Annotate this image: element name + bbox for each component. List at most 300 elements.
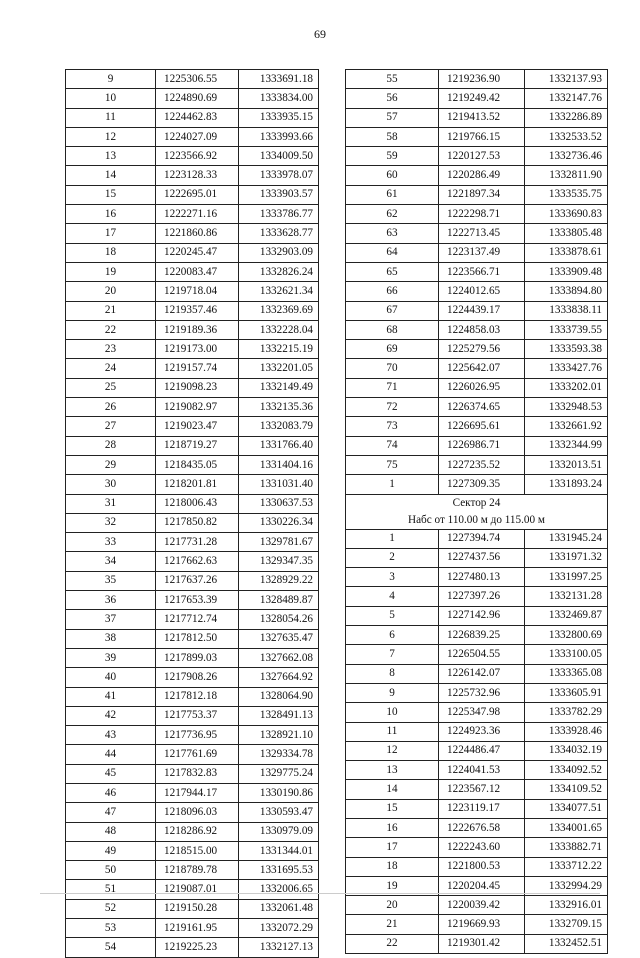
coordinates-table-left-body bbox=[66, 70, 319, 958]
y-coordinate-cell: 1330593.47 bbox=[239, 803, 319, 822]
x-coordinate-cell: 1227437.56 bbox=[439, 548, 525, 567]
y-coordinate-cell: 1332736.46 bbox=[525, 147, 608, 166]
table-row bbox=[66, 629, 319, 648]
point-number-cell: 11 bbox=[66, 108, 156, 127]
table-row bbox=[346, 683, 608, 702]
table-row bbox=[346, 838, 608, 857]
point-number-cell: 1 bbox=[346, 475, 439, 494]
x-coordinate-cell: 1219669.93 bbox=[439, 915, 525, 934]
point-number-cell: 67 bbox=[346, 301, 439, 320]
point-number-cell: 54 bbox=[66, 938, 156, 957]
y-coordinate-cell: 1328054.26 bbox=[239, 610, 319, 629]
point-number-cell: 19 bbox=[346, 876, 439, 895]
x-coordinate-cell: 1223137.49 bbox=[439, 243, 525, 262]
table-row bbox=[66, 108, 319, 127]
y-coordinate-cell: 1330226.34 bbox=[239, 513, 319, 532]
y-coordinate-cell: 1333605.91 bbox=[525, 683, 608, 702]
x-coordinate-cell: 1219173.00 bbox=[156, 340, 239, 359]
table-row bbox=[66, 610, 319, 629]
point-number-cell: 1 bbox=[346, 529, 439, 548]
y-coordinate-cell: 1332006.65 bbox=[239, 880, 319, 899]
point-number-cell: 29 bbox=[66, 455, 156, 474]
table-row bbox=[346, 664, 608, 683]
coordinates-table-right-body-sector bbox=[346, 529, 608, 954]
table-row bbox=[66, 398, 319, 417]
y-coordinate-cell: 1332135.36 bbox=[239, 398, 319, 417]
y-coordinate-cell: 1333838.11 bbox=[525, 301, 608, 320]
y-coordinate-cell: 1333628.77 bbox=[239, 224, 319, 243]
point-number-cell: 26 bbox=[66, 398, 156, 417]
x-coordinate-cell: 1217731.28 bbox=[156, 533, 239, 552]
x-coordinate-cell: 1226026.95 bbox=[439, 378, 525, 397]
y-coordinate-cell: 1332137.93 bbox=[525, 70, 608, 89]
x-coordinate-cell: 1223567.12 bbox=[439, 780, 525, 799]
table-row bbox=[66, 938, 319, 957]
table-row bbox=[66, 899, 319, 918]
y-coordinate-cell: 1332215.19 bbox=[239, 340, 319, 359]
x-coordinate-cell: 1217908.26 bbox=[156, 668, 239, 687]
table-row bbox=[346, 224, 608, 243]
table-row bbox=[66, 533, 319, 552]
point-number-cell: 30 bbox=[66, 475, 156, 494]
y-coordinate-cell: 1332469.87 bbox=[525, 606, 608, 625]
table-row bbox=[66, 591, 319, 610]
table-row bbox=[346, 799, 608, 818]
table-row bbox=[66, 822, 319, 841]
y-coordinate-cell: 1332811.90 bbox=[525, 166, 608, 185]
table-row bbox=[66, 803, 319, 822]
point-number-cell: 22 bbox=[66, 320, 156, 339]
table-row bbox=[346, 529, 608, 548]
table-row bbox=[346, 475, 608, 494]
y-coordinate-cell: 1331695.53 bbox=[239, 861, 319, 880]
point-number-cell: 45 bbox=[66, 764, 156, 783]
y-coordinate-cell: 1333202.01 bbox=[525, 378, 608, 397]
table-row bbox=[346, 378, 608, 397]
x-coordinate-cell: 1220039.42 bbox=[439, 896, 525, 915]
point-number-cell: 48 bbox=[66, 822, 156, 841]
point-number-cell: 20 bbox=[346, 896, 439, 915]
point-number-cell: 4 bbox=[346, 587, 439, 606]
point-number-cell: 24 bbox=[66, 359, 156, 378]
point-number-cell: 12 bbox=[66, 127, 156, 146]
y-coordinate-cell: 1333894.80 bbox=[525, 282, 608, 301]
table-row bbox=[346, 340, 608, 359]
x-coordinate-cell: 1222676.58 bbox=[439, 818, 525, 837]
point-number-cell: 65 bbox=[346, 262, 439, 281]
table-row bbox=[66, 185, 319, 204]
x-coordinate-cell: 1225306.55 bbox=[156, 70, 239, 89]
x-coordinate-cell: 1225279.56 bbox=[439, 340, 525, 359]
x-coordinate-cell: 1224462.83 bbox=[156, 108, 239, 127]
sector-header-group bbox=[346, 494, 608, 529]
x-coordinate-cell: 1224012.65 bbox=[439, 282, 525, 301]
y-coordinate-cell: 1333100.05 bbox=[525, 645, 608, 664]
x-coordinate-cell: 1227235.52 bbox=[439, 455, 525, 474]
x-coordinate-cell: 1219082.97 bbox=[156, 398, 239, 417]
table-row bbox=[346, 722, 608, 741]
y-coordinate-cell: 1333882.71 bbox=[525, 838, 608, 857]
y-coordinate-cell: 1332369.69 bbox=[239, 301, 319, 320]
point-number-cell: 25 bbox=[66, 378, 156, 397]
x-coordinate-cell: 1224858.03 bbox=[439, 320, 525, 339]
point-number-cell: 38 bbox=[66, 629, 156, 648]
x-coordinate-cell: 1217850.82 bbox=[156, 513, 239, 532]
table-row bbox=[346, 166, 608, 185]
y-coordinate-cell: 1331766.40 bbox=[239, 436, 319, 455]
y-coordinate-cell: 1333365.08 bbox=[525, 664, 608, 683]
point-number-cell: 10 bbox=[346, 703, 439, 722]
table-row bbox=[66, 320, 319, 339]
y-coordinate-cell: 1333782.29 bbox=[525, 703, 608, 722]
table-row bbox=[66, 880, 319, 899]
y-coordinate-cell: 1332083.79 bbox=[239, 417, 319, 436]
table-row bbox=[346, 108, 608, 127]
table-row bbox=[66, 282, 319, 301]
table-row bbox=[66, 262, 319, 281]
x-coordinate-cell: 1217753.37 bbox=[156, 706, 239, 725]
table-row bbox=[66, 726, 319, 745]
point-number-cell: 39 bbox=[66, 648, 156, 667]
table-row bbox=[346, 243, 608, 262]
x-coordinate-cell: 1223566.92 bbox=[156, 147, 239, 166]
point-number-cell: 69 bbox=[346, 340, 439, 359]
x-coordinate-cell: 1217812.50 bbox=[156, 629, 239, 648]
x-coordinate-cell: 1226142.07 bbox=[439, 664, 525, 683]
x-coordinate-cell: 1218286.92 bbox=[156, 822, 239, 841]
point-number-cell: 16 bbox=[346, 818, 439, 837]
table-row bbox=[66, 340, 319, 359]
table-row bbox=[66, 571, 319, 590]
table-row bbox=[66, 919, 319, 938]
table-row bbox=[346, 398, 608, 417]
point-number-cell: 15 bbox=[346, 799, 439, 818]
table-row bbox=[66, 648, 319, 667]
point-number-cell: 6 bbox=[346, 626, 439, 645]
point-number-cell: 18 bbox=[66, 243, 156, 262]
y-coordinate-cell: 1332286.89 bbox=[525, 108, 608, 127]
x-coordinate-cell: 1225642.07 bbox=[439, 359, 525, 378]
x-coordinate-cell: 1219161.95 bbox=[156, 919, 239, 938]
y-coordinate-cell: 1333909.48 bbox=[525, 262, 608, 281]
x-coordinate-cell: 1220204.45 bbox=[439, 876, 525, 895]
x-coordinate-cell: 1227394.74 bbox=[439, 529, 525, 548]
point-number-cell: 33 bbox=[66, 533, 156, 552]
y-coordinate-cell: 1333805.48 bbox=[525, 224, 608, 243]
y-coordinate-cell: 1329347.35 bbox=[239, 552, 319, 571]
x-coordinate-cell: 1219098.23 bbox=[156, 378, 239, 397]
point-number-cell: 42 bbox=[66, 706, 156, 725]
table-row bbox=[346, 301, 608, 320]
table-row bbox=[66, 475, 319, 494]
table-row bbox=[346, 262, 608, 281]
table-row bbox=[66, 166, 319, 185]
x-coordinate-cell: 1221800.53 bbox=[439, 857, 525, 876]
x-coordinate-cell: 1217899.03 bbox=[156, 648, 239, 667]
table-row bbox=[346, 606, 608, 625]
table-row bbox=[346, 741, 608, 760]
y-coordinate-cell: 1332228.04 bbox=[239, 320, 319, 339]
table-row bbox=[66, 552, 319, 571]
table-row bbox=[346, 626, 608, 645]
point-number-cell: 75 bbox=[346, 455, 439, 474]
x-coordinate-cell: 1223128.33 bbox=[156, 166, 239, 185]
point-number-cell: 19 bbox=[66, 262, 156, 281]
y-coordinate-cell: 1333993.66 bbox=[239, 127, 319, 146]
y-coordinate-cell: 1333928.46 bbox=[525, 722, 608, 741]
x-coordinate-cell: 1226504.55 bbox=[439, 645, 525, 664]
x-coordinate-cell: 1219157.74 bbox=[156, 359, 239, 378]
table-row bbox=[346, 934, 608, 953]
table-row bbox=[346, 417, 608, 436]
point-number-cell: 2 bbox=[346, 548, 439, 567]
y-coordinate-cell: 1333691.18 bbox=[239, 70, 319, 89]
table-row bbox=[66, 243, 319, 262]
table-row bbox=[346, 436, 608, 455]
point-number-cell: 8 bbox=[346, 664, 439, 683]
y-coordinate-cell: 1333593.38 bbox=[525, 340, 608, 359]
y-coordinate-cell: 1329781.67 bbox=[239, 533, 319, 552]
point-number-cell: 37 bbox=[66, 610, 156, 629]
point-number-cell: 46 bbox=[66, 783, 156, 802]
x-coordinate-cell: 1226374.65 bbox=[439, 398, 525, 417]
x-coordinate-cell: 1219150.28 bbox=[156, 899, 239, 918]
point-number-cell: 27 bbox=[66, 417, 156, 436]
table-row bbox=[346, 568, 608, 587]
y-coordinate-cell: 1333690.83 bbox=[525, 205, 608, 224]
table-row bbox=[66, 668, 319, 687]
y-coordinate-cell: 1331945.24 bbox=[525, 529, 608, 548]
y-coordinate-cell: 1333903.57 bbox=[239, 185, 319, 204]
x-coordinate-cell: 1222271.16 bbox=[156, 205, 239, 224]
table-row bbox=[66, 301, 319, 320]
x-coordinate-cell: 1217832.83 bbox=[156, 764, 239, 783]
x-coordinate-cell: 1219718.04 bbox=[156, 282, 239, 301]
x-coordinate-cell: 1227397.26 bbox=[439, 587, 525, 606]
y-coordinate-cell: 1332127.13 bbox=[239, 938, 319, 957]
x-coordinate-cell: 1219189.36 bbox=[156, 320, 239, 339]
x-coordinate-cell: 1219249.42 bbox=[439, 89, 525, 108]
table-row bbox=[66, 205, 319, 224]
point-number-cell: 20 bbox=[66, 282, 156, 301]
y-coordinate-cell: 1333935.15 bbox=[239, 108, 319, 127]
table-row bbox=[346, 89, 608, 108]
x-coordinate-cell: 1222243.60 bbox=[439, 838, 525, 857]
point-number-cell: 57 bbox=[346, 108, 439, 127]
table-row bbox=[346, 70, 608, 89]
y-coordinate-cell: 1332344.99 bbox=[525, 436, 608, 455]
y-coordinate-cell: 1331404.16 bbox=[239, 455, 319, 474]
y-coordinate-cell: 1330637.53 bbox=[239, 494, 319, 513]
y-coordinate-cell: 1332061.48 bbox=[239, 899, 319, 918]
table-row bbox=[66, 224, 319, 243]
x-coordinate-cell: 1225732.96 bbox=[439, 683, 525, 702]
table-row bbox=[66, 127, 319, 146]
x-coordinate-cell: 1224439.17 bbox=[439, 301, 525, 320]
table-row bbox=[66, 861, 319, 880]
y-coordinate-cell: 1332201.05 bbox=[239, 359, 319, 378]
point-number-cell: 68 bbox=[346, 320, 439, 339]
y-coordinate-cell: 1332994.29 bbox=[525, 876, 608, 895]
table-row bbox=[346, 703, 608, 722]
table-row bbox=[66, 513, 319, 532]
x-coordinate-cell: 1219023.47 bbox=[156, 417, 239, 436]
y-coordinate-cell: 1333427.76 bbox=[525, 359, 608, 378]
y-coordinate-cell: 1331997.25 bbox=[525, 568, 608, 587]
y-coordinate-cell: 1332709.15 bbox=[525, 915, 608, 934]
table-row bbox=[346, 205, 608, 224]
point-number-cell: 11 bbox=[346, 722, 439, 741]
x-coordinate-cell: 1224027.09 bbox=[156, 127, 239, 146]
point-number-cell: 47 bbox=[66, 803, 156, 822]
x-coordinate-cell: 1219225.23 bbox=[156, 938, 239, 957]
x-coordinate-cell: 1219087.01 bbox=[156, 880, 239, 899]
y-coordinate-cell: 1334092.52 bbox=[525, 761, 608, 780]
table-row bbox=[66, 494, 319, 513]
point-number-cell: 16 bbox=[66, 205, 156, 224]
x-coordinate-cell: 1218096.03 bbox=[156, 803, 239, 822]
point-number-cell: 22 bbox=[346, 934, 439, 953]
point-number-cell: 41 bbox=[66, 687, 156, 706]
y-coordinate-cell: 1332533.52 bbox=[525, 127, 608, 146]
y-coordinate-cell: 1331344.01 bbox=[239, 841, 319, 860]
x-coordinate-cell: 1219357.46 bbox=[156, 301, 239, 320]
y-coordinate-cell: 1332147.76 bbox=[525, 89, 608, 108]
y-coordinate-cell: 1327635.47 bbox=[239, 629, 319, 648]
table-row bbox=[346, 320, 608, 339]
x-coordinate-cell: 1217944.17 bbox=[156, 783, 239, 802]
y-coordinate-cell: 1328929.22 bbox=[239, 571, 319, 590]
y-coordinate-cell: 1333739.55 bbox=[525, 320, 608, 339]
y-coordinate-cell: 1333834.00 bbox=[239, 89, 319, 108]
point-number-cell: 62 bbox=[346, 205, 439, 224]
point-number-cell: 44 bbox=[66, 745, 156, 764]
y-coordinate-cell: 1334001.65 bbox=[525, 818, 608, 837]
point-number-cell: 23 bbox=[66, 340, 156, 359]
point-number-cell: 9 bbox=[346, 683, 439, 702]
table-row bbox=[346, 915, 608, 934]
y-coordinate-cell: 1332800.69 bbox=[525, 626, 608, 645]
x-coordinate-cell: 1218435.05 bbox=[156, 455, 239, 474]
y-coordinate-cell: 1332621.34 bbox=[239, 282, 319, 301]
x-coordinate-cell: 1219301.42 bbox=[439, 934, 525, 953]
x-coordinate-cell: 1225347.98 bbox=[439, 703, 525, 722]
footer-divider bbox=[40, 893, 600, 894]
point-number-cell: 71 bbox=[346, 378, 439, 397]
table-row bbox=[66, 89, 319, 108]
point-number-cell: 13 bbox=[346, 761, 439, 780]
y-coordinate-cell: 1331031.40 bbox=[239, 475, 319, 494]
table-row bbox=[66, 359, 319, 378]
x-coordinate-cell: 1224486.47 bbox=[439, 741, 525, 760]
x-coordinate-cell: 1226695.61 bbox=[439, 417, 525, 436]
point-number-cell: 55 bbox=[346, 70, 439, 89]
table-row bbox=[66, 147, 319, 166]
table-row bbox=[346, 185, 608, 204]
point-number-cell: 15 bbox=[66, 185, 156, 204]
point-number-cell: 34 bbox=[66, 552, 156, 571]
point-number-cell: 70 bbox=[346, 359, 439, 378]
y-coordinate-cell: 1332826.24 bbox=[239, 262, 319, 281]
point-number-cell: 74 bbox=[346, 436, 439, 455]
y-coordinate-cell: 1328064.90 bbox=[239, 687, 319, 706]
y-coordinate-cell: 1327664.92 bbox=[239, 668, 319, 687]
x-coordinate-cell: 1227309.35 bbox=[439, 475, 525, 494]
x-coordinate-cell: 1220127.53 bbox=[439, 147, 525, 166]
point-number-cell: 52 bbox=[66, 899, 156, 918]
table-row bbox=[66, 706, 319, 725]
y-coordinate-cell: 1332149.49 bbox=[239, 378, 319, 397]
point-number-cell: 43 bbox=[66, 726, 156, 745]
y-coordinate-cell: 1332452.51 bbox=[525, 934, 608, 953]
point-number-cell: 7 bbox=[346, 645, 439, 664]
coordinates-table-left bbox=[65, 69, 319, 958]
x-coordinate-cell: 1217712.74 bbox=[156, 610, 239, 629]
coordinates-table-right-body bbox=[346, 70, 608, 495]
table-row bbox=[346, 127, 608, 146]
sector-subtitle: Набс от 110.00 м до 115.00 м bbox=[408, 513, 545, 526]
x-coordinate-cell: 1224923.36 bbox=[439, 722, 525, 741]
point-number-cell: 35 bbox=[66, 571, 156, 590]
point-number-cell: 14 bbox=[346, 780, 439, 799]
table-row bbox=[66, 841, 319, 860]
x-coordinate-cell: 1220286.49 bbox=[439, 166, 525, 185]
y-coordinate-cell: 1333878.61 bbox=[525, 243, 608, 262]
point-number-cell: 36 bbox=[66, 591, 156, 610]
x-coordinate-cell: 1220245.47 bbox=[156, 243, 239, 262]
point-number-cell: 56 bbox=[346, 89, 439, 108]
point-number-cell: 59 bbox=[346, 147, 439, 166]
point-number-cell: 49 bbox=[66, 841, 156, 860]
point-number-cell: 31 bbox=[66, 494, 156, 513]
table-row bbox=[66, 455, 319, 474]
point-number-cell: 64 bbox=[346, 243, 439, 262]
x-coordinate-cell: 1218789.78 bbox=[156, 861, 239, 880]
y-coordinate-cell: 1332131.28 bbox=[525, 587, 608, 606]
y-coordinate-cell: 1331971.32 bbox=[525, 548, 608, 567]
x-coordinate-cell: 1227480.13 bbox=[439, 568, 525, 587]
point-number-cell: 58 bbox=[346, 127, 439, 146]
y-coordinate-cell: 1333535.75 bbox=[525, 185, 608, 204]
x-coordinate-cell: 1223119.17 bbox=[439, 799, 525, 818]
sector-header-row bbox=[346, 494, 608, 529]
point-number-cell: 60 bbox=[346, 166, 439, 185]
y-coordinate-cell: 1334009.50 bbox=[239, 147, 319, 166]
x-coordinate-cell: 1223566.71 bbox=[439, 262, 525, 281]
y-coordinate-cell: 1327662.08 bbox=[239, 648, 319, 667]
coordinates-table-right bbox=[345, 69, 608, 954]
x-coordinate-cell: 1217736.95 bbox=[156, 726, 239, 745]
x-coordinate-cell: 1224890.69 bbox=[156, 89, 239, 108]
point-number-cell: 61 bbox=[346, 185, 439, 204]
y-coordinate-cell: 1334032.19 bbox=[525, 741, 608, 760]
x-coordinate-cell: 1217653.39 bbox=[156, 591, 239, 610]
table-row bbox=[346, 548, 608, 567]
x-coordinate-cell: 1219236.90 bbox=[439, 70, 525, 89]
y-coordinate-cell: 1332903.09 bbox=[239, 243, 319, 262]
table-row bbox=[346, 857, 608, 876]
x-coordinate-cell: 1222713.45 bbox=[439, 224, 525, 243]
x-coordinate-cell: 1219413.52 bbox=[439, 108, 525, 127]
table-row bbox=[66, 783, 319, 802]
x-coordinate-cell: 1217812.18 bbox=[156, 687, 239, 706]
y-coordinate-cell: 1328491.13 bbox=[239, 706, 319, 725]
table-row bbox=[346, 645, 608, 664]
y-coordinate-cell: 1332072.29 bbox=[239, 919, 319, 938]
y-coordinate-cell: 1331893.24 bbox=[525, 475, 608, 494]
point-number-cell: 40 bbox=[66, 668, 156, 687]
point-number-cell: 63 bbox=[346, 224, 439, 243]
